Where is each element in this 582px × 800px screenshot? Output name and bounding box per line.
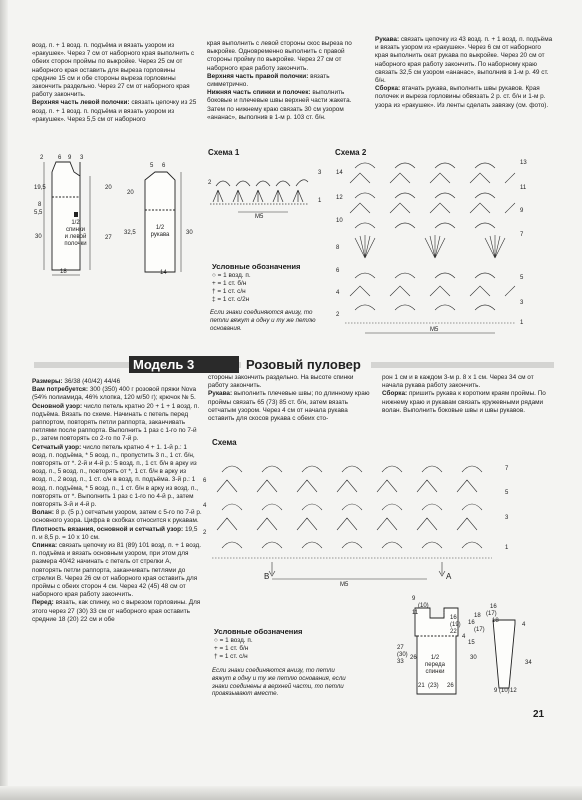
paragraph — [382, 374, 554, 390]
dim-label: (23) — [428, 683, 439, 689]
dim-label: (30) — [397, 652, 408, 658]
label-line: рукава — [150, 232, 170, 238]
dim-label: 16 — [468, 620, 475, 626]
row-number: 5 — [520, 275, 524, 281]
row-number: 5 — [505, 490, 509, 496]
paragraph — [32, 526, 202, 542]
paragraph-text: 300 (350) 400 г розовой пряжи Nova (54% полиамида, 46% хлопка, 120 м/50 г); крючок № 5. — [32, 386, 197, 402]
dim-label: 32,5 — [124, 230, 136, 236]
paragraph-text: 36/38 (40/42) 44/46 — [62, 378, 121, 385]
schema1-diagram — [208, 160, 318, 216]
legend-title: Условные обозначения — [212, 262, 301, 271]
dim-label: 20 — [105, 185, 112, 191]
dim-label: 6 — [58, 155, 62, 161]
row-number: 3 — [505, 515, 509, 521]
row-number: 2 — [336, 312, 340, 318]
row-number: 10 — [336, 218, 343, 224]
paragraph-text: 8 р. (5 р.) сетчатым узором, затем с 5-го по 7-й р. основного узора. Цифра в скобках относится к рукавам. — [32, 509, 202, 525]
dim-label: 4 — [522, 622, 526, 628]
rapport-label: M5 — [430, 327, 439, 333]
paragraph-text: связать цепочку из 81 (89) 101 возд. п. + 1 возд. п. подъёма и вязать основным узором, при этом для размера 40/42 начинать с петель от стрелки А, повторять петли раппорта, заканчивать петлями до стрелки В. Через 26 см от наборного края оставить для проймы с обеих сторон 4 см. Через 42 (45) 48 см от наборного края работу закончить. — [32, 542, 202, 599]
row-number: 14 — [336, 170, 343, 176]
dim-label: 14 — [160, 270, 167, 276]
paragraph — [32, 509, 202, 525]
dim-label: 18 — [474, 613, 481, 619]
paragraph-text: число петель кратно 20 + 1 + 1 возд. п. подъёма. Вязать по схеме. Начинать с петель перед раппортом, повторять петли раппорта, заканчивать петлями после раппорта. Выполнить 1 раз с 1-го по 7-й р., затем повторять со 2-го по 7-й р. — [32, 402, 200, 443]
model-title: Розовый пуловер — [246, 357, 361, 372]
row-number: 6 — [203, 478, 207, 484]
schema2-diagram — [345, 158, 520, 338]
paragraph-heading: Нижняя часть спинки и полочек: — [207, 89, 311, 97]
legend-list — [212, 272, 332, 304]
legend-list — [214, 637, 334, 661]
page-number: 21 — [533, 709, 545, 720]
bottom-text-col1 — [32, 378, 202, 624]
legend-item: + = 1 ст. б/н — [212, 280, 247, 287]
dim-label: 27 — [397, 645, 404, 651]
legend-item: ○ = 1 возд. п. — [212, 272, 251, 279]
label-line: 1/2 — [155, 225, 165, 231]
label-line: спинки — [66, 227, 85, 233]
paragraph-heading: Верхняя часть левой полочки: — [32, 99, 130, 107]
dim-label: (10) — [499, 688, 510, 694]
schema1-title: Схема 1 — [208, 148, 240, 157]
legend-item-text: = 1 возд. п. — [219, 637, 253, 644]
paragraph — [208, 390, 374, 423]
paragraph-text: 19,5 п. и 8,5 р. = 10 х 10 см. — [32, 525, 198, 541]
dim-label: 34 — [525, 660, 532, 666]
label-line: 1/2 — [430, 655, 440, 661]
dim-label: 9 — [68, 155, 72, 161]
legend-item: ‡ = 1 ст. с/2н — [212, 296, 250, 303]
dim-label: 27 — [105, 235, 112, 241]
row-number: 7 — [505, 466, 509, 472]
paragraph — [382, 390, 554, 415]
top-text-col2 — [207, 40, 370, 122]
schema3-title: Схема — [212, 438, 237, 447]
row-number: 6 — [336, 268, 340, 274]
dim-label: 26 — [410, 655, 417, 661]
dim-label: (17) — [474, 627, 485, 633]
dim-label: 5 — [150, 163, 154, 169]
paragraph-text: стороны закончить раздельно. На высоте спинки работу закончить. — [208, 374, 354, 390]
paragraph-text: втачать рукава, выполнить швы рукавов. Края полочек и выреза горловины обвязать 2 р. ст. б/н и 1-м р. узора из «ракушек». Из ленты сделать завязку (см. фото). — [375, 85, 549, 109]
paragraph-text: выполнить боковые и плечевые швы верхней части жакета. Затем по нижнему краю связать 30 см узором «ананас», выполнив в 1-м р. 103 ст. б/н. — [207, 89, 352, 121]
dim-label: 30 — [186, 230, 193, 236]
legend-item-text: = 1 ст. с/н — [217, 288, 246, 295]
pattern-body-diagram — [400, 600, 470, 705]
legend-item: † = 1 ст. с/н — [214, 653, 248, 660]
paragraph-text: число петель кратно 4 + 1. 1-й р.: 1 возд. п. подъёма, * 5 возд. п., пропустить 3 п., 1 ст. б/н, повторять от *. 2-й и 4-й р.: 5 возд. п., 1 ст. б/н в арку из возд. п., 5 возд. п., повторять от *, 1 ст. б/н в арку из возд. п., 2 возд. п., 1 ст. с/н в возд. п. подъёма. 3-й р.: 1 возд. п. подъёма, * 5 возд. п., 1 ст. б/н в арку из возд. п., повторять от *. Выполнить 1 раз с 1-го по 4-й р., затем повторять 3-й и 4-й р. — [32, 443, 198, 509]
paragraph-heading: Рукава: — [375, 36, 400, 43]
row-number: 8 — [336, 245, 340, 251]
dim-label: 4 — [462, 634, 466, 640]
row-number: 7 — [520, 232, 524, 238]
row-number: 9 — [520, 208, 524, 214]
row-number: 3 — [318, 170, 322, 176]
paragraph — [207, 40, 370, 73]
paragraph — [207, 73, 370, 89]
dim-label: 33 — [397, 659, 404, 665]
pattern-front-label — [63, 220, 88, 248]
paragraph — [207, 89, 370, 122]
paragraph-text: вязать, как спинку, но с вырезом горловины. Для этого через 27 (30) 33 см от наборного края оставить средние 18 (20) 22 см и обе — [32, 599, 201, 623]
paragraph-text: пришить рукава к коротким краям проймы. По нижнему краю и рукавам связать кружевными рядами волан. Выполнить боковые швы и швы рукавов. — [382, 390, 546, 414]
paragraph-text: вязать симметрично. — [207, 72, 330, 89]
paragraph-heading: Плотность вязания, основной и сетчатый узор: — [32, 525, 184, 533]
legend-item-text: = 1 возд. п. — [217, 272, 251, 279]
legend-item-text: = 1 ст. б/н — [217, 280, 247, 287]
row-number: 2 — [208, 180, 212, 186]
dim-label: 19,5 — [34, 185, 46, 191]
paragraph — [32, 542, 202, 599]
dim-label: 20 — [127, 190, 134, 196]
paragraph-heading: Сборка: — [375, 85, 401, 93]
bottom-text-col3 — [382, 374, 554, 415]
row-number: 4 — [203, 503, 207, 509]
paragraph — [32, 99, 197, 124]
dim-label: (19) — [450, 622, 461, 628]
paragraph-text: связать цепочку из 25 возд. п. + 1 возд. п. подъёма и вязать узором из «ракушек». Через 5,5 см от наборного — [32, 99, 197, 123]
paragraph-heading: Перед: — [32, 599, 54, 607]
legend-item: ○ = 1 возд. п. — [214, 637, 253, 644]
legend-title: Условные обозначения — [214, 627, 303, 636]
model-banner — [34, 356, 554, 373]
arrow-b-label: B — [264, 572, 270, 581]
row-number: 3 — [520, 300, 524, 306]
page-edge-left — [0, 0, 8, 800]
paragraph — [32, 42, 197, 99]
pattern-front-diagram — [30, 152, 130, 282]
row-number: 13 — [520, 160, 527, 166]
dim-label: 8 — [38, 202, 42, 208]
legend-item: + = 1 ст. б/н — [214, 645, 249, 652]
dim-label: 16 — [450, 615, 457, 621]
page-edge-bottom — [0, 786, 582, 800]
paragraph-heading: Вам потребуется: — [32, 386, 89, 394]
label-line: 1/2 — [71, 220, 80, 226]
paragraph-text: выполнить плечевые швы; по длинному краю проймы связать 65 (73) 85 ст. б/н, затем вязать сетчатым узором. Через 4 см от начала рукава оставить для скосов рукава с обеих сто- — [208, 390, 370, 423]
row-number: 2 — [203, 530, 207, 536]
paragraph-heading: Сборка: — [382, 390, 408, 398]
pattern-sleeve-label — [145, 225, 175, 239]
paragraph-heading: Сетчатый узор: — [32, 443, 82, 451]
paragraph-text: возд. п. + 1 возд. п. подъёма и вязать узором из «ракушек». Через 7 см от наборного края выполнить с обеих сторон проймы по выкройке. Через 25 см от наборного края оставить для выреза горловины средние 15 см и обе стороны выреза горловины закончить раздельно. Через 27 см от наборного края работу закончить. — [32, 42, 195, 99]
paragraph-heading: Основной узор: — [32, 402, 83, 410]
top-text-col1 — [32, 42, 197, 124]
paragraph-heading: Размеры: — [32, 378, 63, 385]
paragraph — [32, 386, 202, 402]
label-line: полочки — [64, 241, 87, 247]
paragraph — [375, 36, 553, 85]
paragraph-heading: Рукава: — [208, 390, 233, 398]
dim-label: 16 — [490, 604, 497, 610]
row-number: 1 — [520, 320, 524, 326]
dim-label: 3 — [80, 155, 84, 161]
legend-item-text: = 1 ст. б/н — [219, 645, 249, 652]
dim-label: (10) — [418, 603, 429, 609]
dim-label: 9 — [494, 688, 498, 694]
legend-note: Если знаки соединяются внизу, то петли вяжут в одну и ту же петлю основания. — [210, 309, 316, 332]
pattern-sleeve-diagram — [135, 160, 195, 280]
dim-label: 21 — [418, 683, 425, 689]
dim-label: 18 — [492, 618, 499, 624]
rapport-label: M5 — [340, 582, 349, 588]
dim-label: 22 — [450, 629, 457, 635]
dim-label: 12 — [510, 688, 517, 694]
legend-note: Если знаки соединяются внизу, то петли вяжут в одну и ту же петлю основания, если знаки соединены в верхней части, то петли провязывают вместе. — [212, 667, 346, 698]
dim-label: 6 — [162, 163, 166, 169]
row-number: 1 — [318, 198, 322, 204]
pattern-body-label — [420, 655, 450, 676]
paragraph — [375, 85, 553, 110]
paragraph-text: связать цепочку из 43 возд. п. + 1 возд. п. подъёма и вязать узором из «ракушек». Через 6 см от наборного края выполнить окат рукава по выкройке. Через 20 см от наборного края работу закончить. По наборному краю связать 32,5 см узором «ананас», выполнив в 1-м р. 49 ст. б/н. — [375, 36, 553, 85]
dim-label: 9 — [412, 596, 416, 602]
rapport-label: M5 — [255, 214, 264, 220]
label-line: спинки — [425, 669, 445, 675]
dim-label: (17) — [486, 611, 497, 617]
label-line: переда — [425, 662, 445, 668]
paragraph — [32, 599, 202, 624]
legend-item: † = 1 ст. с/н — [212, 288, 246, 295]
model-label: Модель 3 — [133, 357, 195, 372]
paragraph-text: края выполнить с левой стороны скос выреза по выкройке. Одновременно выполнить с правой стороны пройму по выкройке. Через 27 см от наборного края работу закончить. — [207, 40, 352, 72]
row-number: 12 — [336, 195, 343, 201]
dim-label: 18 — [60, 269, 67, 275]
row-number: 11 — [520, 185, 527, 191]
dim-label: 26 — [447, 683, 454, 689]
dim-label: 11 — [412, 610, 419, 616]
row-number: 4 — [336, 290, 340, 296]
legend-item-text: = 1 ст. с/н — [219, 653, 248, 660]
paragraph-text: рон 1 см и в каждом 3-м р. 8 х 1 см. Через 34 см от начала рукава работу закончить. — [382, 374, 534, 390]
legend-item-text: = 1 ст. с/2н — [217, 296, 250, 303]
paragraph-heading: Верхняя часть правой полочки: — [207, 72, 309, 80]
paragraph — [32, 378, 202, 386]
dim-label: 5,5 — [34, 210, 43, 216]
schema2-title: Схема 2 — [335, 148, 367, 157]
dim-label: 2 — [40, 155, 44, 161]
row-number: 1 — [505, 545, 509, 551]
paragraph — [208, 374, 374, 390]
dim-label: 30 — [470, 655, 477, 661]
paragraph — [32, 403, 202, 444]
paragraph-heading: Спинка: — [32, 542, 58, 550]
dim-label: 15 — [468, 640, 475, 646]
schema3-diagram — [212, 452, 502, 582]
paragraph — [32, 444, 202, 510]
arrow-a-label: A — [446, 572, 452, 581]
paragraph-heading: Волан: — [32, 509, 54, 517]
bottom-text-col2 — [208, 374, 374, 423]
top-text-col3 — [375, 36, 553, 110]
dim-label: 30 — [35, 234, 42, 240]
label-line: и левой — [64, 234, 87, 240]
